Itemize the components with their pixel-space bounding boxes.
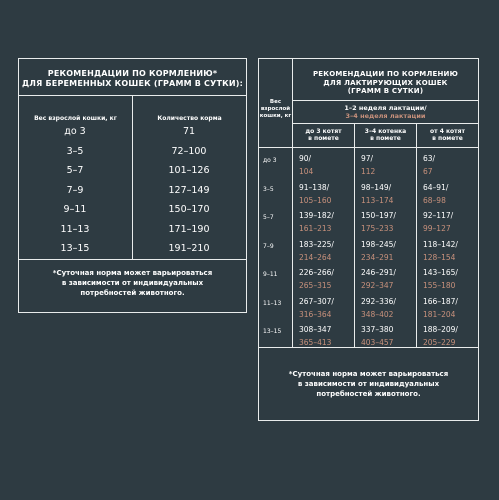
- divider: [292, 100, 478, 101]
- divider: [259, 347, 478, 348]
- weight-cell: 5–7: [263, 214, 274, 221]
- week-34-value: 292–347: [361, 281, 394, 290]
- col-a-line1: до 3 котят: [305, 128, 342, 135]
- divider: [292, 59, 293, 347]
- column-3-4-kittens: [355, 128, 416, 142]
- footnote-line1: *Суточная норма может варьироваться: [288, 370, 449, 378]
- lactating-title-line2: ДЛЯ ЛАКТИРУЮЩИХ КОШЕК: [323, 78, 448, 87]
- pregnant-title-line1: РЕКОМЕНДАЦИИ ПО КОРМЛЕНИЮ*: [47, 69, 218, 78]
- divider: [259, 147, 478, 148]
- weight-cell: 13–15: [263, 328, 282, 335]
- week-12-value: 198–245/: [361, 239, 396, 249]
- week-34-value: 365–413: [299, 338, 332, 347]
- weight-cell: 11–13: [263, 299, 282, 307]
- week-34-value: 112: [361, 167, 376, 176]
- week-34-value: 205–229: [423, 338, 456, 347]
- week-12-value: 308–347: [299, 325, 332, 334]
- weight-cell: 3–5: [263, 185, 274, 193]
- week-34-value: 161–213: [299, 224, 332, 233]
- divider: [354, 123, 355, 347]
- divider: [292, 123, 478, 124]
- weight-cell: до 3: [263, 157, 277, 164]
- week-12-value: 91–138/: [299, 182, 330, 192]
- column-from-4-kittens: [417, 128, 478, 142]
- week-12-value: 188–209/: [423, 325, 458, 334]
- week-12-value: 226–266/: [299, 268, 334, 277]
- lactating-table-title: [293, 70, 478, 96]
- lactating-feeding-table: [258, 58, 479, 421]
- week-12-value: 139–182/: [299, 211, 334, 220]
- weight-cell: 9–11: [263, 271, 278, 278]
- week-34-value: 68–98: [423, 195, 446, 205]
- col-c-line1: от 4 котят: [430, 128, 465, 135]
- week-12-value: 143–165/: [423, 268, 458, 277]
- col-b-line2: в помете: [370, 135, 401, 142]
- week-34-value: 67: [423, 167, 433, 176]
- week-34-value: 234–291: [361, 252, 394, 262]
- week-34-value: 265–315: [299, 281, 332, 290]
- week-34-value: 113–174: [361, 195, 394, 205]
- column-up-to-3-kittens: [293, 128, 354, 142]
- weight-cell: до 3: [64, 126, 86, 137]
- week-34-value: 99–127: [423, 224, 451, 233]
- week-12-value: 292–336/: [361, 296, 396, 306]
- amount-cell: 191–210: [168, 243, 210, 254]
- weight-column-header: Вес взрослой кошки, кг: [34, 115, 117, 122]
- amount-cell: 71: [182, 126, 196, 137]
- amount-cell: 150–170: [168, 204, 210, 215]
- week-12-value: 118–142/: [423, 239, 458, 249]
- week-34-label: 3–4 неделя лактации: [345, 112, 426, 120]
- weight-header-line3: кошки, кг: [259, 113, 292, 119]
- weight-cell: 7–9: [66, 184, 84, 196]
- col-a-line2: в помете: [308, 135, 339, 142]
- week-12-value: 183–225/: [299, 239, 334, 249]
- week-12-value: 64–91/: [423, 182, 449, 192]
- divider: [19, 259, 246, 260]
- week-34-value: 175–233: [361, 224, 394, 233]
- week-12-value: 90/: [299, 154, 312, 163]
- week-34-value: 348–402: [361, 309, 394, 319]
- weight-cell: 5–7: [66, 165, 84, 176]
- pregnant-feeding-table: [18, 58, 247, 313]
- week-12-value: 97/: [361, 154, 374, 163]
- footnote-line3: потребностей животного.: [80, 289, 185, 297]
- footnote-line2: в зависимости от индивидуальных: [297, 380, 440, 388]
- week-34-value: 105–160: [299, 195, 332, 205]
- week-34-value: 403–457: [361, 338, 394, 347]
- week-34-value: 104: [299, 167, 314, 176]
- amount-cell: 127–149: [168, 184, 210, 196]
- week-12-value: 166–187/: [423, 296, 458, 306]
- pregnant-title-line2: ДЛЯ БЕРЕМЕННЫХ КОШЕК (ГРАММ В СУТКИ):: [21, 79, 244, 88]
- footnote-line1: *Суточная норма может варьироваться: [52, 269, 213, 277]
- amount-cell: 101–126: [168, 165, 210, 176]
- week-34-value: 214–264: [299, 252, 332, 262]
- lactating-footnote: [259, 369, 478, 399]
- week-12-value: 92–117/: [423, 211, 454, 220]
- amount-cell: 171–190: [168, 223, 210, 235]
- weight-column-header: [259, 99, 292, 120]
- week-34-value: 316–364: [299, 309, 332, 319]
- week-12-value: 246–291/: [361, 268, 396, 277]
- weight-cell: 11–13: [60, 223, 90, 235]
- weight-header-line2: взрослой: [260, 106, 291, 112]
- footnote-line2: в зависимости от индивидуальных: [61, 279, 204, 287]
- lactation-week-header: [293, 104, 478, 120]
- weight-cell: 3–5: [66, 145, 84, 157]
- weight-cell: 9–11: [63, 204, 87, 215]
- week-34-value: 155–180: [423, 281, 456, 290]
- week-12-label: 1–2 неделя лактации/: [344, 104, 427, 112]
- weight-header-line1: Вес: [269, 99, 282, 105]
- week-12-value: 63/: [423, 154, 436, 163]
- footnote-line3: потребностей животного.: [316, 390, 421, 398]
- lactating-title-line1: РЕКОМЕНДАЦИИ ПО КОРМЛЕНИЮ: [312, 70, 459, 78]
- pregnant-table-title: [19, 69, 246, 89]
- amount-cell: 72–100: [171, 145, 207, 157]
- week-34-value: 181–204: [423, 309, 456, 319]
- week-12-value: 337–380: [361, 325, 394, 334]
- amount-column-header: Количество корма: [157, 115, 222, 122]
- week-12-value: 267–307/: [299, 296, 334, 306]
- divider: [416, 123, 417, 347]
- col-b-line1: 3–4 котенка: [364, 128, 407, 135]
- pregnant-footnote: [19, 268, 246, 298]
- weight-cell: 7–9: [263, 242, 274, 250]
- week-12-value: 150–197/: [361, 211, 396, 220]
- weight-cell: 13–15: [60, 243, 90, 254]
- week-12-value: 98–149/: [361, 182, 392, 192]
- col-c-line2: в помете: [432, 135, 463, 142]
- week-34-value: 128–154: [423, 252, 456, 262]
- lactating-title-line3: (ГРАММ В СУТКИ): [347, 87, 424, 95]
